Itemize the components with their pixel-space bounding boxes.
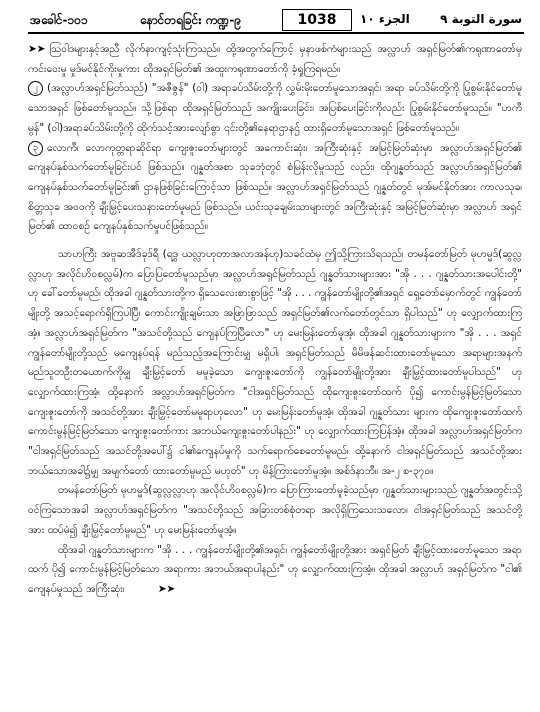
page-body (28, 40, 522, 600)
header-surah: سورة التوبة ٩ (440, 12, 522, 26)
paragraph-text: တမန်တော်မြတ် မုဟမ္မဒ်(ဆွလ္လလ္လာဟု အလိုင်ဟိဝစလ္လမ်)က ပြောကြားတော်မူခဲ့သည်မှာ ဂျန္နတ်သားများသည် ဂျန္နတ်အတွင်းသို့ ဝင်ကြသောအခါ အလ္လာဟ်အရှင်မြတ်က "အသင်တို့သည် အခြားတစ်စုံတရာ အလိုရှိကြသေးသလော၊ ငါအရှင်မြတ်သည် အသင်တို့အား ထပ်မံ၍ ချီးမြှင့်တော်မူမည်" ဟု မေးမြန်းတော်မူအံ့။ (28, 484, 522, 536)
paragraph (28, 481, 522, 540)
paragraph-text: သာဟကြီး အဗူဆအီဒ်ခုဒ်ရီ (ရဒွှ ယလ္လာဟုတာအလာအန်ဟု)သခင်ထံမှ ဤသို့ကြားသိရသည်၊ တမန်တော်မြတ် မုဟမ္မဒ်(ဆွလ္လလ္လာဟု အလိုင်ဟိဝစလ္လမ်)က ပြောပြတော်မူသည်မှာ အလ္လာဟ်အရှင်မြတ်သည် ဂျန္နတ်သားများအား "အို . . . ဂျန္နတ်သားအပေါင်းတို့" ဟု ခေါ်တော်မူမည်၊ ထိုအခါ ဂျန္နတ်သားတို့က ရှိသေလေးစားစွာဖြင့် "အို . . . ကျွန်တော်မျိုးတို့၏အရှင် ရှေ့တော်မှောက်တွင် ကျွန်တော်မျိုးတို့ အသင့်ရောက်ရှိကြပါပြီ၊ ကောင်းကျိုးချမ်းသာ အဖြာဖြာသည် အရှင်မြတ်၏လက်တော်တွင်သာ ရှိပါသည်" ဟု လျှောက်ထားကြအံ့။ အလ္လာဟ်အရှင်မြတ်က "အသင်တို့သည် ကျေနပ်ကြပြီလော" ဟု မေးမြန်းတော်မူအံ့၊ ထိုအခါ ဂျန္နတ်သားများက "အို . . . အရှင် ကျွန်တော်မျိုးတို့သည် မကျေနပ်ရန် မည်သည့်အကြောင်းမျှ မရှိပါ၊ အရှင်မြတ်သည် မိမိဖန်ဆင်းထားတော်မူသော အရာများအနက် မည်သူတဦးတယောက်ကိုမျှ ချီးမြှင့်တော် မမူခဲ့သော ကျေးဇူးတော်ကို ကျွန်တော်မျိုးတို့အား ချီးမြှင့်ထားတော်မူပါသည်" ဟု လျှောက်ထားကြအံ့၊ ထို့နောက် အလ္လာဟ်အရှင်မြတ်က "ငါအရှင်မြတ်သည် ထိုကျေးဇူးတော်ထက် ပို၍ ကောင်းမွန်မြင့်မြတ်သော ကျေးဇူးတော်ကို အသင်တို့အား ချီးမြှင့်တော်မမူရာဟုလော" ဟု မေးမြန်းတော်မူအံ့၊ ထိုအခါ ဂျန္နတ်သား များက ထိုကျေးဇူးတော်ထက် ကောင်းမွန်မြင့်မြတ်သော ကျေးဇူးတော်ကား အဘယ်ကျေးဇူးတော်ပါနည်း" ဟု လျှောက်ထားကြပြန်အံ့။ ထိုအခါ အလ္လာဟ်အရှင်မြတ်က "ငါအရှင်မြတ်သည် အသင်တို့အပေါ်၌ ငါ၏ကျေနပ်မှုကို သက်ရောက်စေတော်မူမည်၊ ထို့နောက် ငါအရှင်မြတ်သည် အသင်တို့အား ဘယ်သောအခါ၌မျှ အမျက်တော် ထားတော်မူမည် မဟုတ်" ဟု မိန့်ကြားတော်မူအံ့။ (28, 248, 522, 477)
page-header (28, 10, 524, 34)
continuation-arrows-icon: ➤➤ (28, 43, 46, 55)
header-juz: الجزء ١٠ (360, 12, 410, 26)
footnote-number: ၃ (28, 141, 43, 156)
continuation-arrows-icon: ➤➤ (157, 582, 176, 595)
citation: အစ်ဒ်နာဘီ။ အ-၂ စ-၃၇၀။ (334, 464, 434, 477)
footnote-number: ၂ (28, 81, 43, 96)
header-chapter-title: နောင်တရခြင်း ကဏ္ဍ-၉ (140, 13, 242, 27)
page-number: 1038 (282, 9, 352, 31)
paragraph (28, 245, 522, 481)
paragraph-text: လောကီ၊ လောကုတ္တရာဆိုင်ရာ ကျေးဇူးတော်များတွင် အကောင်းဆုံး၊ အကြီးဆုံးနှင့် အမြင့်မြတ်ဆုံးမှာ အလ္လာဟ်အရှင်မြတ်၏ ကျေနပ်နှစ်သက်တော်မူခြင်းပင် ဖြစ်သည်။ ဂျန္နတ်အစာ သုခဘုံတွင် စံမြန်းလိုမှုသည် လည်း၊ ထိုဂျန္နတ်သည် အလ္လာဟ်အရှင်မြတ်၏ ကျေနပ်နှစ်သက်တော်မူခြင်း၏ ဌာနဖြစ်ခြင်းကြောင့်သာ ဖြစ်သည်။ အလ္လာဟ်အရှင်မြတ်သည် ဂျန္နတ်တွင် မုအ်မင်နိုတ်အား ကာလသုခ၊ စိတ္တသုခ အဝဝကို ချီးမြှင့်ပေးသနားတော်မူမည် ဖြစ်သည်။ ယင်းသုခချမ်းသာများတွင် အကြီးဆုံးနှင့် အမြင့်မြတ်ဆုံးမှာ အလ္လာဟ် အရှင်မြတ်၏ ထာဝစဉ် ကျေနပ်နှစ်သက်မှုပင်ဖြစ်သည်။ (28, 141, 522, 233)
paragraph-text: (အလ္လာဟ်အရှင်မြတ်သည်) "အဇီဇွန်" (၀ါ) အရာခပ်သိမ်းတို့ကို လွှမ်းမိုးတော်မူသောအရှင်၊ အရာ ခပ်သိမ်းတို့ကို ပြုစွမ်းနိုင်တော်မူသောအရှင် ဖြစ်တော်မူသည်။ သို့ဖြစ်ရာ ထိုအရှင်မြတ်သည် အကျိုးပေးခြင်း၊ အပြစ်ပေးခြင်းကိုလည်း ပြုစွမ်းနိုင်တော်မူသည်။ "ဟကီမွန်" (၀ါ)အရာခပ်သိမ်းတို့ကို ထိုက်သင့်အားလျော်စွာ ၎င်းတို့၏နေရာဌာနဌ် ထားရှိတော်မူသောအရှင် ဖြစ်တော်မူသည်။ (28, 82, 522, 134)
paragraph (28, 79, 522, 138)
paragraph-text: ထိုအခါ ဂျန္နတ်သားများက "အို . . . ကျွန်တော်မျိုးတို့၏အရှင်၊ ကျွန်တော်မျိုးတို့အား အရှင်မြတ် ချီးမြှင့်ထားတော်မူသော အရာထက် ပို၍ ကောင်းမွန်မြင့်မြတ်သော အရာကား အဘယ်အရာပါနည်း" ဟု လျှောက်ထားကြအံ့။ ထိုအခါ အလ္လာဟ် အရှင်မြတ်က "ငါ၏ ကျေနပ်မှုသည် အကြီးဆုံး၊ (28, 543, 522, 595)
paragraph (28, 40, 522, 79)
paragraph (28, 139, 522, 238)
paragraph-text: သြဝါဒများနှင့်အညီ လိုက်နာကျင့်သုံးကြသည်။ ထို့အတွက်ကြောင့် မှနာဖစ်ကံများသည် အလ္လာဟ် အရှင်မြတ်၏ကရုဏာတော်မှ ကင်းဝေးမှု မှုဒ်မင်နိုင်ကိုးမှုကား ထိုအရှင်မြတ်၏ အထူးကရုဏာတော်ကို ခံ့ရှုကြရမည်။ (28, 43, 522, 75)
paragraph-gap (28, 237, 522, 245)
header-left-reference: အခေါင်-၁၀၁ (30, 13, 88, 27)
paragraph (28, 541, 522, 600)
